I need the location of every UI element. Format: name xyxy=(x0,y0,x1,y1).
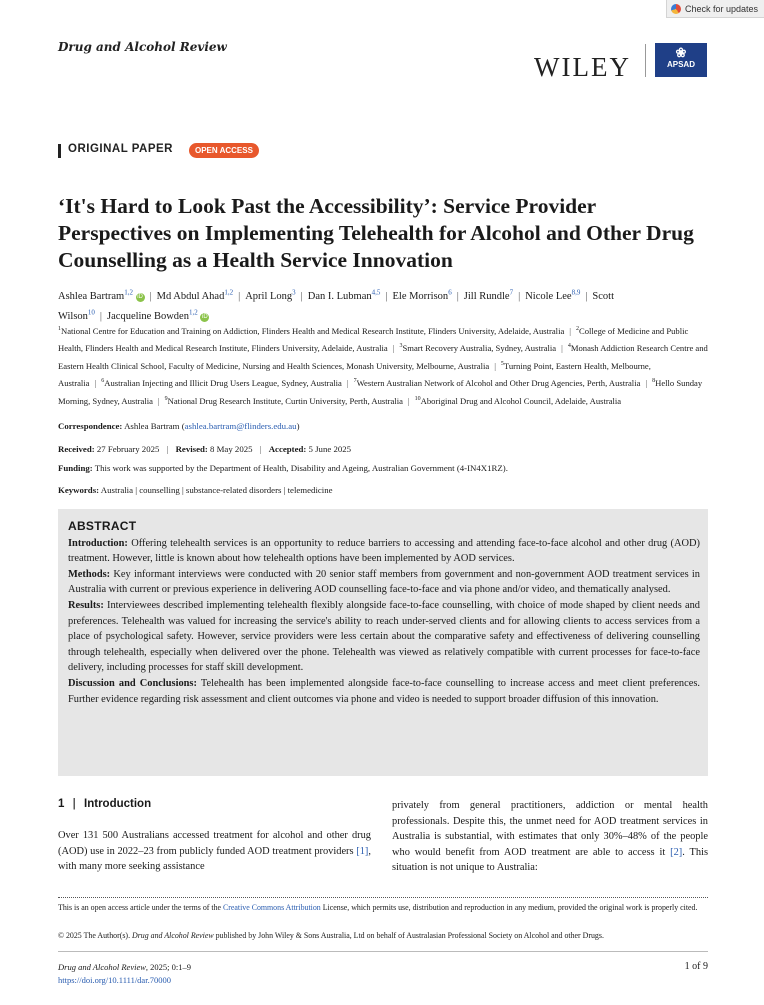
affiliation: Hello Sunday Morning, Sydney, Australia xyxy=(58,378,703,406)
affiliation: Western Australian Network of Alcohol and Other Drug Agencies, Perth, Australia xyxy=(356,378,641,389)
author-affiliation-ref: 7 xyxy=(509,288,514,296)
affiliation-separator: | xyxy=(494,360,496,371)
keyword-list: Australia | counselling | substance-related disorders | telemedicine xyxy=(100,485,333,495)
author-affiliation-ref: 4,5 xyxy=(371,288,381,296)
paragraph-text: . This situation is not unique to Australia: xyxy=(392,846,708,874)
affiliation-number: 2 xyxy=(576,326,579,332)
license-text: This is an open access article under the terms of the xyxy=(58,903,223,912)
author[interactable] xyxy=(107,308,209,322)
author-name: Jill Rundle xyxy=(463,290,510,302)
page-number: 1 of 9 xyxy=(684,961,708,972)
author-affiliation-ref: 1,2 xyxy=(124,288,133,296)
abstract-section-text: Offering telehealth services is an opportunity to reduce barriers to accessing and attending face-to-face alcohol and other drug (AOD) treatment. However, little is known about how telehealth options have been implemented by AOD services. xyxy=(68,537,700,565)
abstract-section-label: Methods: xyxy=(68,568,111,580)
author-affiliation-ref: 1,2 xyxy=(224,288,234,296)
author-list xyxy=(58,284,708,325)
author[interactable] xyxy=(307,288,381,302)
correspondence-name: Ashlea Bartram xyxy=(124,421,180,431)
reference-link[interactable]: [2] xyxy=(670,846,683,858)
revised-label: Revised: xyxy=(175,444,208,454)
author-separator: | xyxy=(518,290,521,302)
author-affiliation-ref: 6 xyxy=(448,288,452,296)
footer-rule xyxy=(58,951,708,952)
copyright-text: published by John Wiley & Sons Australia, Ltd on behalf of Australasian Professional Society on Alcohol and other Drugs. xyxy=(213,931,604,940)
affiliation-separator: | xyxy=(561,343,563,354)
author-separator: | xyxy=(238,290,241,302)
abstract-section-label: Results: xyxy=(68,599,104,611)
body-column-right xyxy=(392,798,708,876)
author[interactable] xyxy=(156,288,234,302)
author[interactable] xyxy=(525,288,581,302)
paragraph-text: Over 131 500 Australians accessed treatment for alcohol and other drug (AOD) use in 2022–23 from publicly funded AOD treatment providers xyxy=(58,830,371,857)
section-number: 1 xyxy=(58,798,65,810)
affiliation: National Drug Research Institute, Curtin University, Perth, Australia xyxy=(167,395,403,406)
correspondence: Correspondence: Ashlea Bartram (ashlea.bartram@flinders.edu.au) xyxy=(58,421,300,431)
abstract-section-label: Discussion and Conclusions: xyxy=(68,677,197,689)
affiliation-number: 1 xyxy=(58,326,61,332)
affiliation: Turning Point, Eastern Health, Melbourne, Australia xyxy=(58,360,651,389)
article-type: ORIGINAL PAPER xyxy=(68,143,173,155)
journal-name: Drug and Alcohol Review xyxy=(58,40,227,54)
author[interactable] xyxy=(58,288,145,302)
article-type-marker xyxy=(58,144,61,158)
author-separator: | xyxy=(149,290,152,302)
author-name: Jacqueline Bowden xyxy=(107,311,189,322)
funding-label: Funding: xyxy=(58,463,93,473)
accepted-label: Accepted: xyxy=(268,444,307,454)
affiliation: National Centre for Education and Training on Addiction, Flinders Health and Medical Research Institute, Flinders University, Adelaide, Australia xyxy=(61,325,565,336)
affiliation-separator: | xyxy=(157,395,160,406)
author-affiliation-ref: 1,2 xyxy=(188,308,198,317)
keyword: substance-related disorders xyxy=(185,485,282,495)
funding xyxy=(58,463,508,473)
affiliation-number: 10 xyxy=(414,395,421,402)
lotus-icon: ❀ xyxy=(675,45,687,60)
license-note xyxy=(58,901,708,914)
reference-link[interactable]: [1] xyxy=(356,845,369,857)
abstract-sections xyxy=(68,536,700,708)
author-name: Ele Morrison xyxy=(392,290,449,302)
affiliation: Aboriginal Drug and Alcohol Council, Adelaide, Australia xyxy=(420,395,622,406)
section-heading-introduction: 1 | Introduction xyxy=(58,798,152,810)
affiliation-separator: | xyxy=(645,378,648,389)
author-name: Scott Wilson xyxy=(58,290,615,322)
author-separator: | xyxy=(99,311,103,322)
footer-journal: Drug and Alcohol Review xyxy=(58,962,146,972)
keywords-label: Keywords: xyxy=(58,485,100,495)
affiliation: College of Medicine and Public Health, Flinders Health and Medical Research Institute, Flinders University, Adelaide, Australia xyxy=(58,325,689,354)
affiliation: Monash Addiction Research Centre and Eastern Health Clinical School, Faculty of Medicine, Nursing and Health Sciences, Monash University, Melbourne, Australia xyxy=(58,343,708,371)
affiliations xyxy=(58,322,708,409)
check-for-updates-label: Check for updates xyxy=(685,3,759,14)
article-dates: Received: 27 February 2025 | Revised: 8 May 2025 | Accepted: 5 June 2025 xyxy=(58,444,352,454)
author-name: Dan I. Lubman xyxy=(307,290,372,302)
author-separator: | xyxy=(385,290,388,302)
affiliation-number: 6 xyxy=(101,378,105,385)
affiliation-number: 3 xyxy=(399,343,403,350)
footer-volume: , 2025; 0:1–9 xyxy=(145,962,192,972)
affiliation-separator: | xyxy=(407,395,410,406)
orcid-icon[interactable]: iD xyxy=(202,314,208,320)
affiliation-separator: | xyxy=(392,343,395,354)
publisher-logo: WILEY xyxy=(534,52,631,82)
copyright-note xyxy=(58,929,708,942)
affiliation-number: 9 xyxy=(164,395,168,402)
abstract-section-text: Telehealth has been implemented alongside face-to-face counselling to increase access and meet client preferences. Further evidence regarding risk assessment and client outcomes via phone and video is needed to support broader diffusion of this innovation. xyxy=(68,677,700,705)
author-affiliation-ref: 8,9 xyxy=(571,288,581,296)
abstract-section-text: Key informant interviews were conducted with 20 senior staff members from government and non-government AOD treatment services in Australia with current or previous experience in delivering AOD counselling face-to-face and via phone and/or video, and thematically analysed. xyxy=(68,568,700,596)
received-date: 27 February 2025 xyxy=(96,444,160,454)
author-affiliation-ref: 3 xyxy=(292,288,296,296)
affiliation-number: 7 xyxy=(353,378,357,385)
section-title: Introduction xyxy=(84,798,152,810)
abstract-section-label: Introduction: xyxy=(68,537,128,549)
license-link[interactable]: Creative Commons Attribution xyxy=(223,903,321,912)
author[interactable] xyxy=(463,288,514,302)
society-logo xyxy=(655,43,707,77)
correspondence-email[interactable]: ashlea.bartram@flinders.edu.au xyxy=(184,421,297,431)
body-column-left xyxy=(58,828,371,875)
keyword: telemedicine xyxy=(287,485,333,495)
author-affiliation-ref: 10 xyxy=(87,308,95,317)
copyright-journal: Drug and Alcohol Review xyxy=(132,931,214,940)
author-separator: | xyxy=(585,290,588,302)
author-name: Nicole Lee xyxy=(525,290,572,302)
abstract-paragraph xyxy=(68,536,700,567)
accepted-date: 5 June 2025 xyxy=(308,444,352,454)
check-for-updates-button[interactable] xyxy=(666,0,764,18)
correspondence-label: Correspondence: xyxy=(58,421,123,431)
footnote-divider xyxy=(58,897,708,898)
header-divider xyxy=(645,44,646,77)
author-name: Ashlea Bartram xyxy=(58,290,125,302)
author-name: April Long xyxy=(245,290,293,302)
affiliation-number: 5 xyxy=(500,360,504,367)
affiliation-separator: | xyxy=(569,325,571,336)
abstract-heading: ABSTRACT xyxy=(68,519,137,533)
author-separator: | xyxy=(300,290,303,302)
affiliation-number: 4 xyxy=(567,343,571,350)
open-access-badge: OPEN ACCESS xyxy=(189,143,259,158)
keyword: counselling xyxy=(139,485,180,495)
paragraph-text: privately from general practitioners, addiction or mental health professionals. Despite this, the unmet need for AOD treatment services in Australia is substantial, with estimates that only 30%–48% of the people who would benefit from AOD treatment are able to access it xyxy=(392,800,708,858)
keywords xyxy=(58,485,333,495)
affiliation-separator: | xyxy=(94,378,97,389)
doi-link[interactable]: https://doi.org/10.1111/dar.70000 xyxy=(58,975,171,985)
funding-text: This work was supported by the Department of Health, Disability and Ageing, Australian Government (4-IN4X1RZ). xyxy=(94,463,508,473)
affiliation: Australian Injecting and Illicit Drug Users League, Sydney, Australia xyxy=(104,378,342,389)
author[interactable] xyxy=(392,288,452,302)
abstract-box xyxy=(58,509,708,776)
keyword: Australia xyxy=(100,485,134,495)
author-separator: | xyxy=(456,290,459,302)
received-label: Received: xyxy=(58,444,95,454)
article-title: ‘It's Hard to Look Past the Accessibility’: Service Provider Perspectives on Implementing Telehealth for Alcohol and Other Drug Counselling as a Health Service Innovation xyxy=(58,194,694,272)
paragraph-text: , with many more seeking assistance xyxy=(58,845,371,873)
copyright-text: © 2025 The Author(s). xyxy=(58,931,133,940)
affiliation-separator: | xyxy=(346,378,349,389)
footer-citation xyxy=(58,961,191,987)
abstract-paragraph xyxy=(68,567,700,598)
abstract-section-text: Interviewees described implementing telehealth flexibly alongside face-to-face counselling, with choice of mode shaped by client needs and preferences. Telehealth was valued for increasing the service's ability to reach under-served clients and for allowing clients to access services from a place of psychological safety. However, service providers were less certain about the comparative safety and effectiveness of delivering counselling through telehealth, especially when delivered over the phone. Telehealth was viewed as relatively compatible with current processes for face-to-face delivery, including processes for staff skill development. xyxy=(68,599,700,674)
abstract-paragraph xyxy=(68,676,700,707)
author-name: Md Abdul Ahad xyxy=(156,290,225,302)
affiliation: Smart Recovery Australia, Sydney, Australia xyxy=(402,343,557,354)
author[interactable] xyxy=(245,288,296,302)
society-logo-text: APSAD xyxy=(666,60,695,69)
orcid-icon[interactable]: iD xyxy=(137,293,143,300)
revised-date: 8 May 2025 xyxy=(210,444,253,454)
license-text: License, which permits use, distribution and reproduction in any medium, provided the original work is properly cited. xyxy=(320,903,698,912)
crossmark-icon xyxy=(671,4,681,14)
abstract-paragraph xyxy=(68,598,700,676)
affiliation-number: 8 xyxy=(652,378,656,385)
